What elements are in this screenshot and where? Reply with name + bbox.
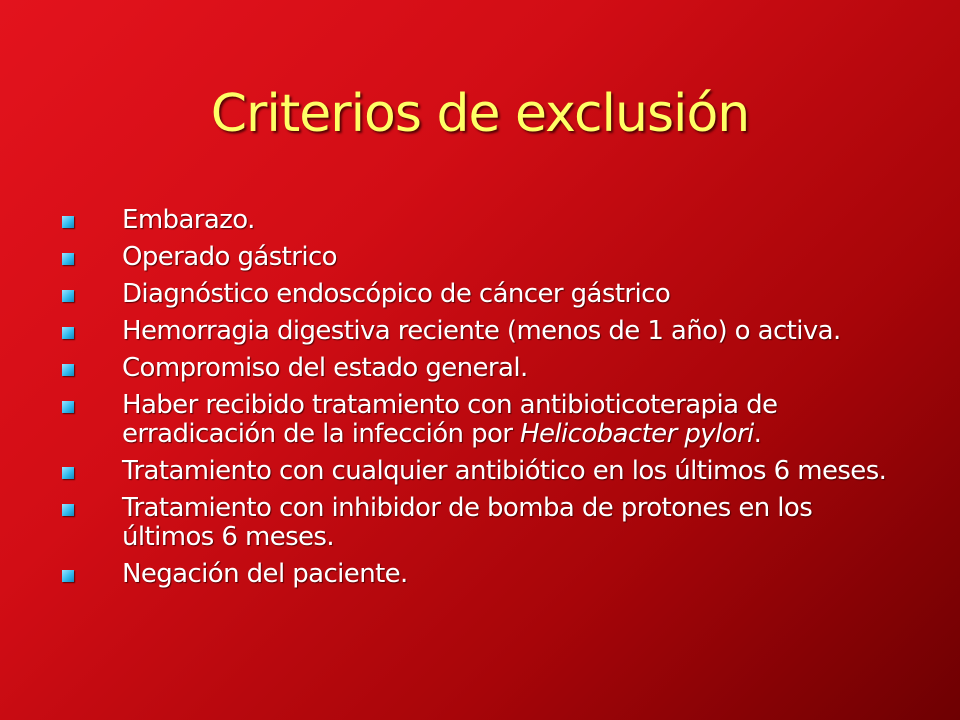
square-bullet-icon [62, 467, 74, 479]
list-item [60, 280, 910, 309]
square-bullet-icon [62, 570, 74, 582]
square-bullet-icon [62, 327, 74, 339]
italic-species-name: Helicobacter pylori [520, 419, 754, 449]
list-item [60, 391, 910, 449]
list-item [60, 317, 910, 346]
square-bullet-icon [62, 253, 74, 265]
list-item-text: Embarazo. [122, 205, 255, 235]
square-bullet-icon [62, 364, 74, 376]
square-bullet-icon [62, 504, 74, 516]
square-bullet-icon [62, 401, 74, 413]
list-item-text-part: Haber recibido tratamiento con antibioticoterapia de erradicación de la infección por [122, 390, 778, 449]
exclusion-criteria-list [60, 206, 910, 597]
list-item [60, 243, 910, 272]
list-item-text [122, 390, 777, 449]
list-item-text: Tratamiento con inhibidor de bomba de protones en los últimos 6 meses. [122, 493, 813, 552]
list-item [60, 354, 910, 383]
list-item [60, 494, 910, 552]
list-item-text: Operado gástrico [122, 242, 337, 272]
list-item-text: Negación del paciente. [122, 559, 408, 589]
slide-title: Criterios de exclusión [210, 84, 750, 144]
list-item [60, 206, 910, 235]
square-bullet-icon [62, 290, 74, 302]
list-item-text: Tratamiento con cualquier antibiótico en los últimos 6 meses. [122, 456, 887, 486]
list-item [60, 457, 910, 486]
list-item-text: Compromiso del estado general. [122, 353, 528, 383]
list-item [60, 560, 910, 589]
list-item-text: Diagnóstico endoscópico de cáncer gástrico [122, 279, 671, 309]
square-bullet-icon [62, 216, 74, 228]
list-item-text: Hemorragia digestiva reciente (menos de 1 año) o activa. [122, 316, 841, 346]
list-item-text-part: . [753, 419, 762, 449]
